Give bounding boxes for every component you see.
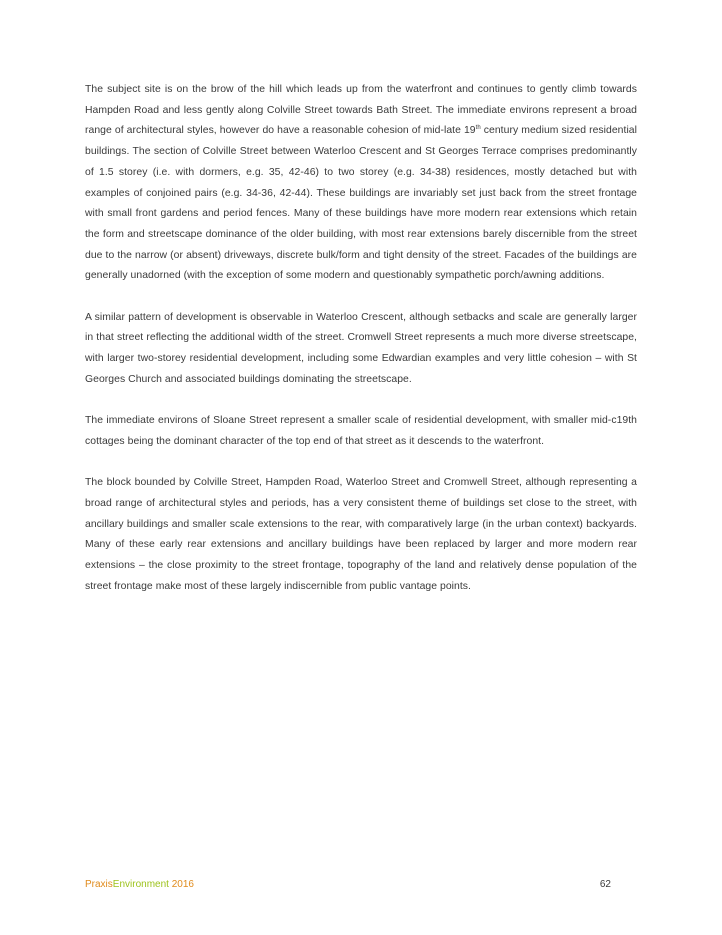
paragraph-1-text-end: century medium sized residential buildings. The section of Colville Street between Waterloo Crescent and St Georges Terrace comprises predominantly of 1.5 storey (i.e. with dormers, e.g. 35, 42-46) to two storey (e.g. 34-38) residences, mostly detached but with examples of conjoined pairs (e.g. 34-36, 42-44). These buildings are invariably set just back from the street frontage with small front gardens and period fences. Many of these buildings have more modern rear extensions which retain the form and streetscape dominance of the older building, with most rear extensions barely discernible from the street due to the narrow (or absent) driveways, discrete bulk/form and tight density of the street. Facades of the buildings are generally unadorned (with the exception of some modern and questionably sympathetic porch/awning additions. xyxy=(85,125,637,282)
paragraph-2: A similar pattern of development is observable in Waterloo Crescent, although setbacks and scale are generally larger in that street reflecting the additional width of the street. Cromwell Street represents a much more diverse streetscape, with larger two-storey residential development, including some Edwardian examples and very little cohesion – with St Georges Church and associated buildings dominating the streetscape. xyxy=(85,311,637,385)
paragraph-3: The immediate environs of Sloane Street represent a smaller scale of residential development, with smaller mid-c19th cottages being the dominant character of the top end of that street as it descends to the waterfront. xyxy=(85,415,637,447)
brand-praxis: Praxis xyxy=(85,879,113,890)
paragraph-1 xyxy=(85,80,637,287)
ordinal-suffix: th xyxy=(475,125,481,132)
document-body xyxy=(85,80,637,618)
brand-year: 2016 xyxy=(168,879,194,890)
page-footer xyxy=(85,879,611,890)
footer-brand xyxy=(85,879,194,890)
paragraph-4: The block bounded by Colville Street, Hampden Road, Waterloo Street and Cromwell Street, although representing a broad range of architectural styles and periods, has a very consistent theme of buildings set close to the street, with ancillary buildings and smaller scale extensions to the rear, with comparatively large (in the urban context) backyards. Many of these early rear extensions and ancillary buildings have been replaced by larger and more modern rear extensions – the close proximity to the street frontage, topography of the land and relatively dense population of the street frontage make most of these largely indiscernible from public vantage points. xyxy=(85,477,637,592)
page-number: 62 xyxy=(599,879,611,890)
brand-environment: Environment xyxy=(112,879,169,890)
paragraph-1-text-start: The subject site is on the brow of the hill which leads up from the waterfront and continues to gently climb towards Hampden Road and less gently along Colville Street towards Bath Street. The immediate environs represent a broad range of architectural styles, however do have a reasonable cohesion of mid-late 19 xyxy=(85,84,637,137)
